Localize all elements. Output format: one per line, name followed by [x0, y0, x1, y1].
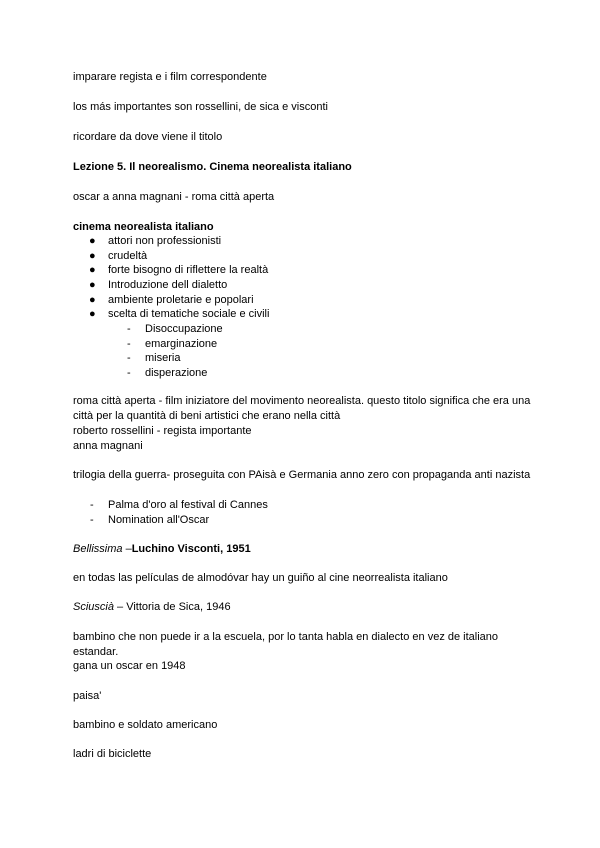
note-line: ricordare da dove viene il titolo	[73, 131, 223, 143]
paragraph: bambino che non puede ir a la escuela, por lo tanta habla en dialecto en vez de italiano estandar.	[73, 631, 499, 658]
film-title-line	[73, 542, 251, 557]
film-title: Sciuscià	[73, 601, 114, 613]
bullet-marker: ●	[89, 308, 96, 320]
list-item: Nomination all'Oscar	[108, 514, 210, 526]
dash-marker: -	[127, 352, 131, 364]
note-line: ladri di biciclette	[73, 748, 152, 760]
dash-marker: -	[127, 323, 131, 335]
lesson-heading: Lezione 5. Il neorealismo. Cinema neorealista italiano	[73, 161, 352, 173]
note-line: anna magnani	[73, 440, 143, 452]
bullet-marker: ●	[89, 279, 96, 291]
paragraph: roma città aperta - film iniziatore del movimento neorealista. questo titolo significa che era una città per la quantità di beni artistici che erano nella città	[73, 395, 531, 422]
list-item: forte bisogno di riflettere la realtà	[108, 264, 269, 276]
separator: –	[122, 543, 132, 555]
list-item: Palma d'oro al festival di Cannes	[108, 499, 268, 511]
list-item: scelta di tematiche sociale e civili	[108, 308, 270, 320]
note-line: imparare regista e i film correspondente	[73, 71, 267, 83]
sub-list-item: emarginazione	[145, 338, 218, 350]
bullet-marker: ●	[89, 264, 96, 276]
list-item: crudeltà	[108, 250, 148, 262]
note-line: bambino e soldato americano	[73, 719, 218, 731]
note-line: en todas las películas de almodóvar hay un guiño al cine neorrealista italiano	[73, 572, 448, 584]
note-line: gana un oscar en 1948	[73, 660, 186, 672]
dash-marker: -	[90, 514, 94, 526]
dash-marker: -	[90, 499, 94, 511]
dash-marker: -	[127, 367, 131, 379]
note-line: paisa'	[73, 690, 102, 702]
note-line: oscar a anna magnani - roma città aperta	[73, 191, 275, 203]
film-credit: Luchino Visconti, 1951	[131, 543, 251, 555]
sub-list-item: Disoccupazione	[145, 323, 223, 335]
film-credit: – Vittoria de Sica, 1946	[113, 601, 231, 613]
dash-marker: -	[127, 338, 131, 350]
list-item: Introduzione dell dialetto	[108, 279, 228, 291]
list-item: ambiente proletarie e popolari	[108, 294, 254, 306]
list-item: attori non professionisti	[108, 235, 222, 247]
film-title-line	[73, 600, 231, 615]
bullet-marker: ●	[89, 250, 96, 262]
section-title: cinema neorealista italiano	[73, 221, 214, 233]
bullet-marker: ●	[89, 294, 96, 306]
paragraph: trilogia della guerra- proseguita con PAisà e Germania anno zero con propaganda anti nazista	[73, 469, 531, 481]
note-line: roberto rossellini - regista importante	[73, 425, 252, 437]
film-title: Bellissima	[73, 543, 123, 555]
sub-list-item: disperazione	[145, 367, 208, 379]
bullet-marker: ●	[89, 235, 96, 247]
sub-list-item: miseria	[145, 352, 181, 364]
note-line: los más importantes son rossellini, de sica e visconti	[73, 101, 328, 113]
